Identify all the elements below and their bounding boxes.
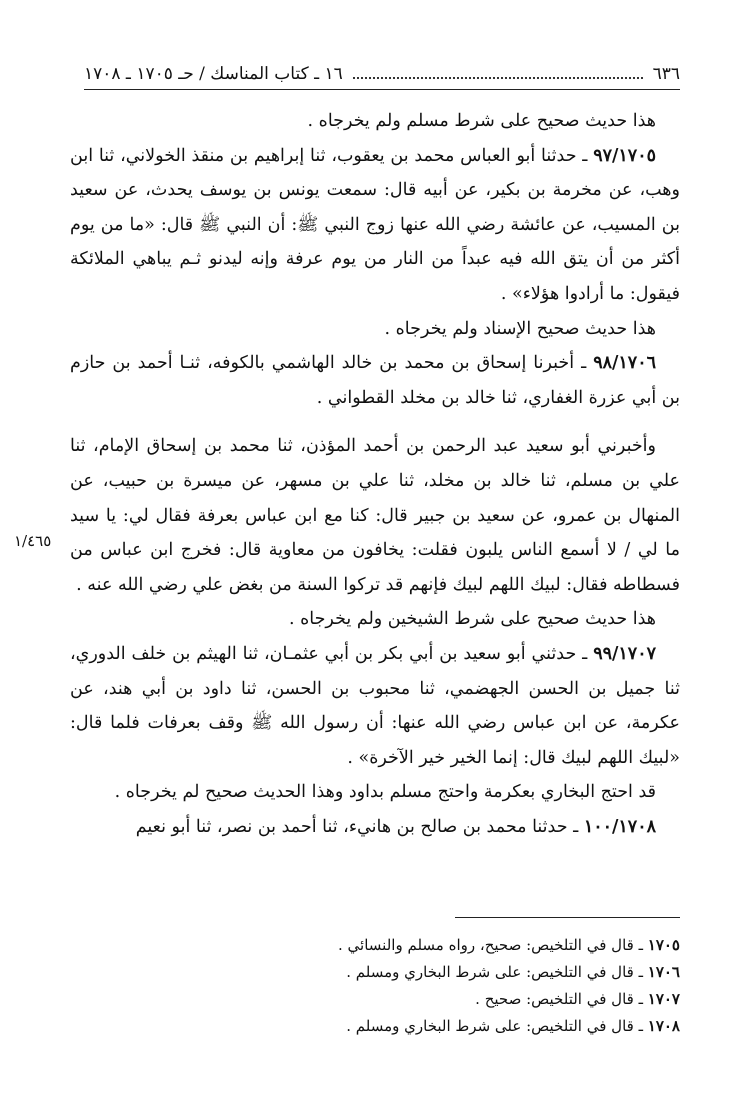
paragraph: وأخبرني أبو سعيد عبد الرحمن بن أحمد المؤذن، ثنا محمد بن إسحاق الإمام، ثنا علي بن مسلم، ثنا خالد بن مخلد، ثنا علي بن مسهر، عن ميسرة بن حبيب، عن المنهال بن عمرو، عن سعيد بن جبير قال: كنا مع ابن عباس بعرفة فقال لي: يا سيد ما لي / لا أسمع الناس يلبون فقلت: يخافون من معاوية قال: فخرج ابن عباس من فسطاطه فقال: لبيك اللهم لبيك فإنهم قد تركوا السنة من بغض علي رضي الله عنه .	[70, 436, 680, 595]
footnote: ١٧٠٨ ـ قال في التلخيص: على شرط البخاري ومسلم .	[346, 1017, 680, 1035]
hadith-number: ٩٨/١٧٠٦	[593, 353, 656, 374]
margin-note: ١/٤٦٥	[14, 532, 52, 550]
hadith-number: ٩٩/١٧٠٧	[593, 643, 656, 664]
footnotes	[300, 932, 680, 1040]
dotted-leader	[353, 77, 643, 79]
hadith-paragraph: ١٠٠/١٧٠٨ ـ حدثنا محمد بن صالح بن هانيء، ثنا أحمد بن نصر، ثنا أبو نعيم	[135, 816, 656, 837]
footnote: ١٧٠٥ ـ قال في التلخيص: صحيح، رواه مسلم والنسائي .	[338, 936, 680, 954]
paragraph: هذا حديث صحيح على شرط الشيخين ولم يخرجاه .	[288, 609, 656, 630]
hadith-paragraph: ٩٧/١٧٠٥ ـ حدثنا أبو العباس محمد بن يعقوب، ثنا إبراهيم بن منقذ الخولاني، ثنا ابن وهب، عن مخرمة بن بكير، عن أبيه قال: سمعت يونس بن يوسف يحدث، عن سعيد بن المسيب، عن عائشة رضي الله عنها زوج النبي ﷺ: أن النبي ﷺ قال: «ما من يوم أكثر من أن يتق الله فيه عبداً من النار من يوم عرفة وإنه ليدنو ثـم يباهي الملائكة فيقول: ما أرادوا هؤلاء» .	[70, 145, 680, 304]
page-number: ٦٣٦	[652, 64, 680, 84]
hadith-paragraph: ٩٨/١٧٠٦ ـ أخبرنا إسحاق بن محمد بن خالد الهاشمي بالكوفه، ثنـا أحمد بن حازم بن أبي عزرة الغفاري، ثنا خالد بن مخلد القطواني .	[70, 353, 680, 408]
running-header	[84, 60, 680, 88]
footnote-rule	[455, 917, 680, 918]
body-text	[70, 104, 680, 844]
hadith-number: ١٠٠/١٧٠٨	[583, 816, 656, 837]
paragraph: هذا حديث صحيح على شرط مسلم ولم يخرجاه .	[307, 111, 656, 131]
hadith-number: ٩٧/١٧٠٥	[593, 145, 656, 166]
running-title: ١٦ ـ كتاب المناسك / حـ ١٧٠٥ ـ ١٧٠٨	[84, 64, 343, 84]
paragraph-gap	[70, 415, 680, 429]
paragraph: قد احتج البخاري بعكرمة واحتج مسلم بداود وهذا الحديث صحيح لم يخرجاه .	[114, 782, 656, 803]
hadith-paragraph: ٩٩/١٧٠٧ ـ حدثني أبو سعيد بن أبي بكر بن أبي عثمـان، ثنا الهيثم بن خلف الدوري، ثنا جميل بن الحسن الجهضمي، ثنا محبوب بن الحسن، ثنا داود بن أبي هند، عن عكرمة، عن ابن عباس رضي الله عنها: أن رسول الله ﷺ وقف بعرفات فلما قال: «لبيك اللهم لبيك قال: إنما الخير خير الآخرة» .	[70, 643, 680, 768]
header-rule	[84, 89, 680, 90]
paragraph: هذا حديث صحيح الإسناد ولم يخرجاه .	[384, 318, 656, 339]
footnote: ١٧٠٦ ـ قال في التلخيص: على شرط البخاري ومسلم .	[346, 963, 680, 981]
footnote: ١٧٠٧ ـ قال في التلخيص: صحيح .	[475, 990, 680, 1008]
